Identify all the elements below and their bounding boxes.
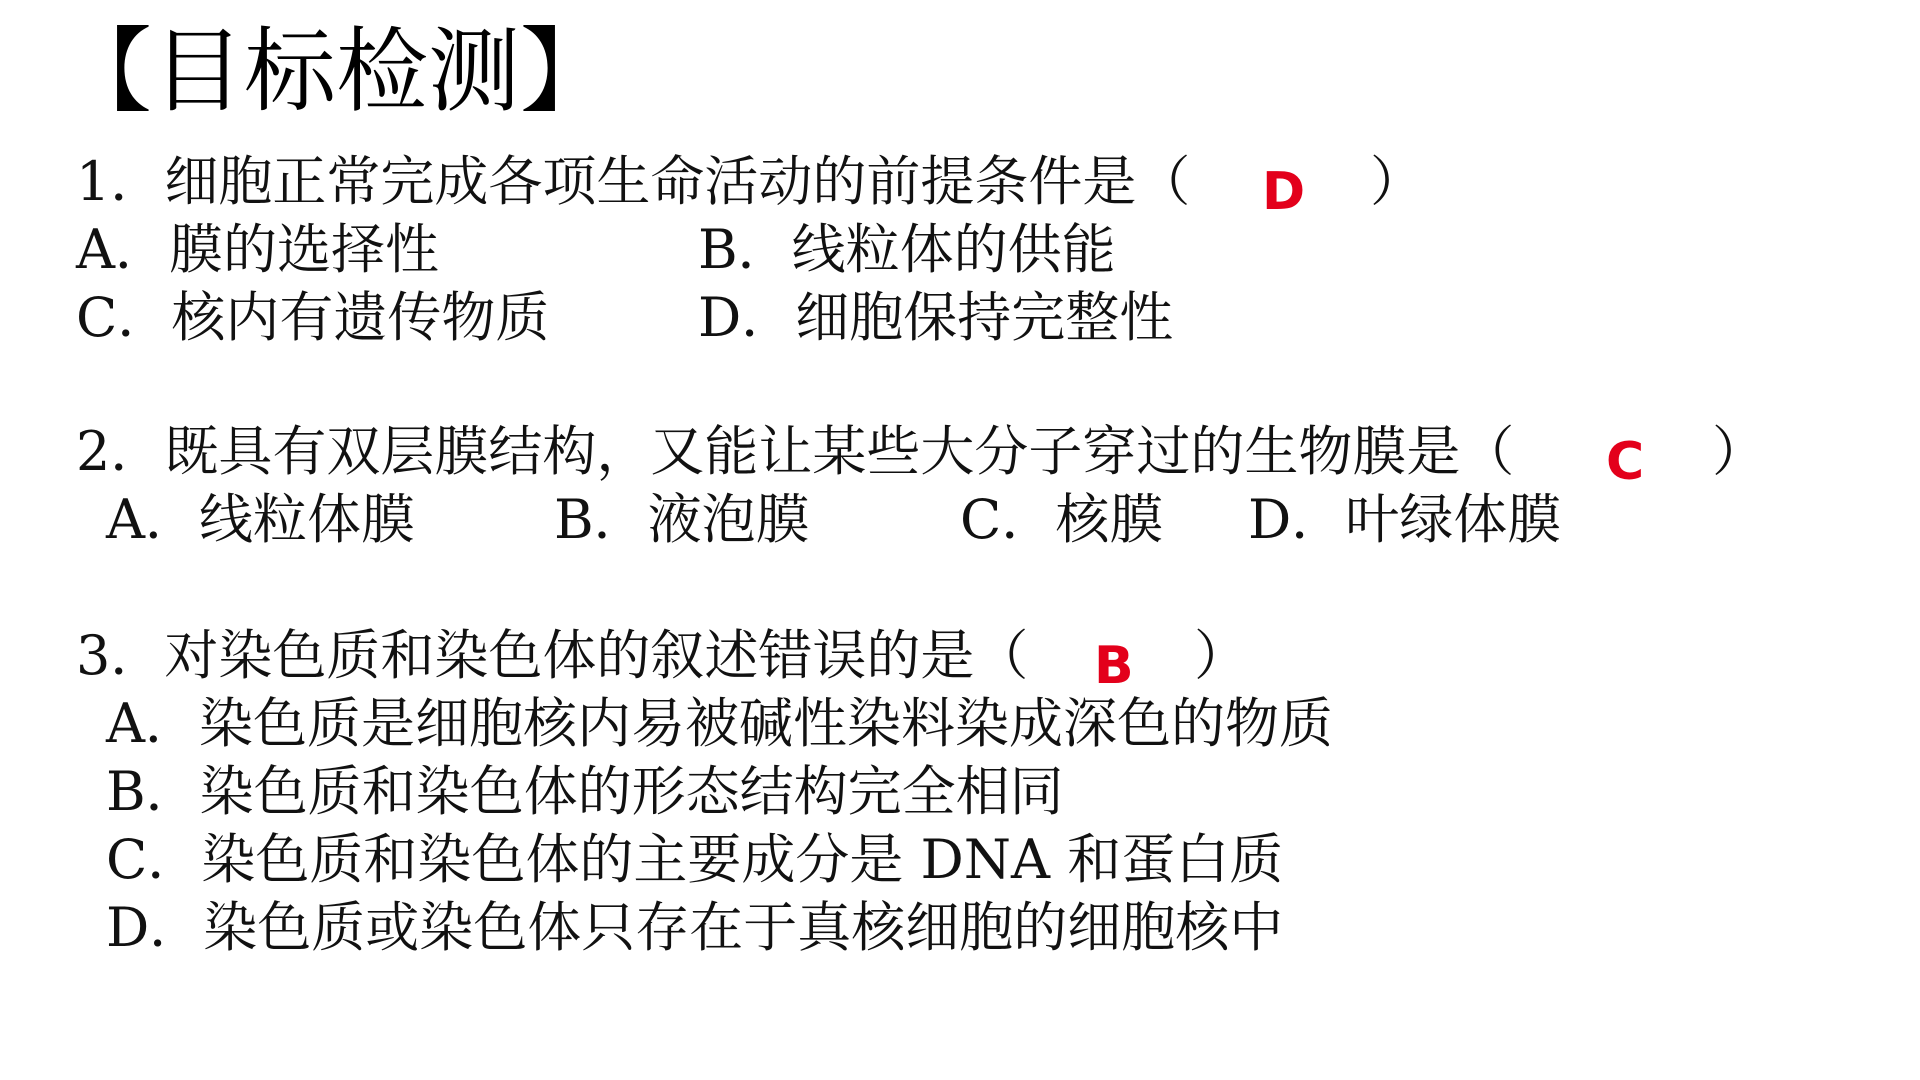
question-3-option-b: B．染色质和染色体的形态结构完全相同 — [106, 760, 1064, 823]
question-3-close-paren: ） — [1194, 624, 1248, 687]
question-3-answer: B — [1094, 636, 1134, 696]
question-2-option-b: B．液泡膜 — [554, 488, 810, 551]
question-1-answer: D — [1262, 162, 1306, 222]
question-2-answer: C — [1606, 432, 1645, 492]
question-1-close-paren: ） — [1370, 150, 1424, 213]
question-3-option-d: D．染色质或染色体只存在于真核细胞的细胞核中 — [106, 896, 1284, 959]
question-2-option-a: A．线粒体膜 — [106, 488, 415, 551]
question-2-option-d: D．叶绿体膜 — [1248, 488, 1562, 551]
question-3-stem: 3．对染色质和染色体的叙述错误的是（ — [76, 624, 1029, 687]
question-2-close-paren: ） — [1712, 420, 1766, 483]
question-1-stem: 1．细胞正常完成各项生命活动的前提条件是（ — [76, 150, 1191, 213]
question-3-option-c: C．染色质和染色体的主要成分是 DNA 和蛋白质 — [106, 828, 1284, 891]
question-3-option-a: A．染色质是细胞核内易被碱性染料染成深色的物质 — [106, 692, 1333, 755]
question-1-option-b: B．线粒体的供能 — [698, 218, 1116, 281]
question-2-option-c: C．核膜 — [960, 488, 1164, 551]
slide-title: 【目标检测】 — [60, 18, 613, 125]
question-1-option-c: C．核内有遗传物质 — [76, 286, 550, 349]
question-2-stem: 2．既具有双层膜结构，又能让某些大分子穿过的生物膜是（ — [76, 420, 1515, 483]
question-1-option-a: A．膜的选择性 — [76, 218, 439, 281]
question-1-option-d: D．细胞保持完整性 — [698, 286, 1174, 349]
